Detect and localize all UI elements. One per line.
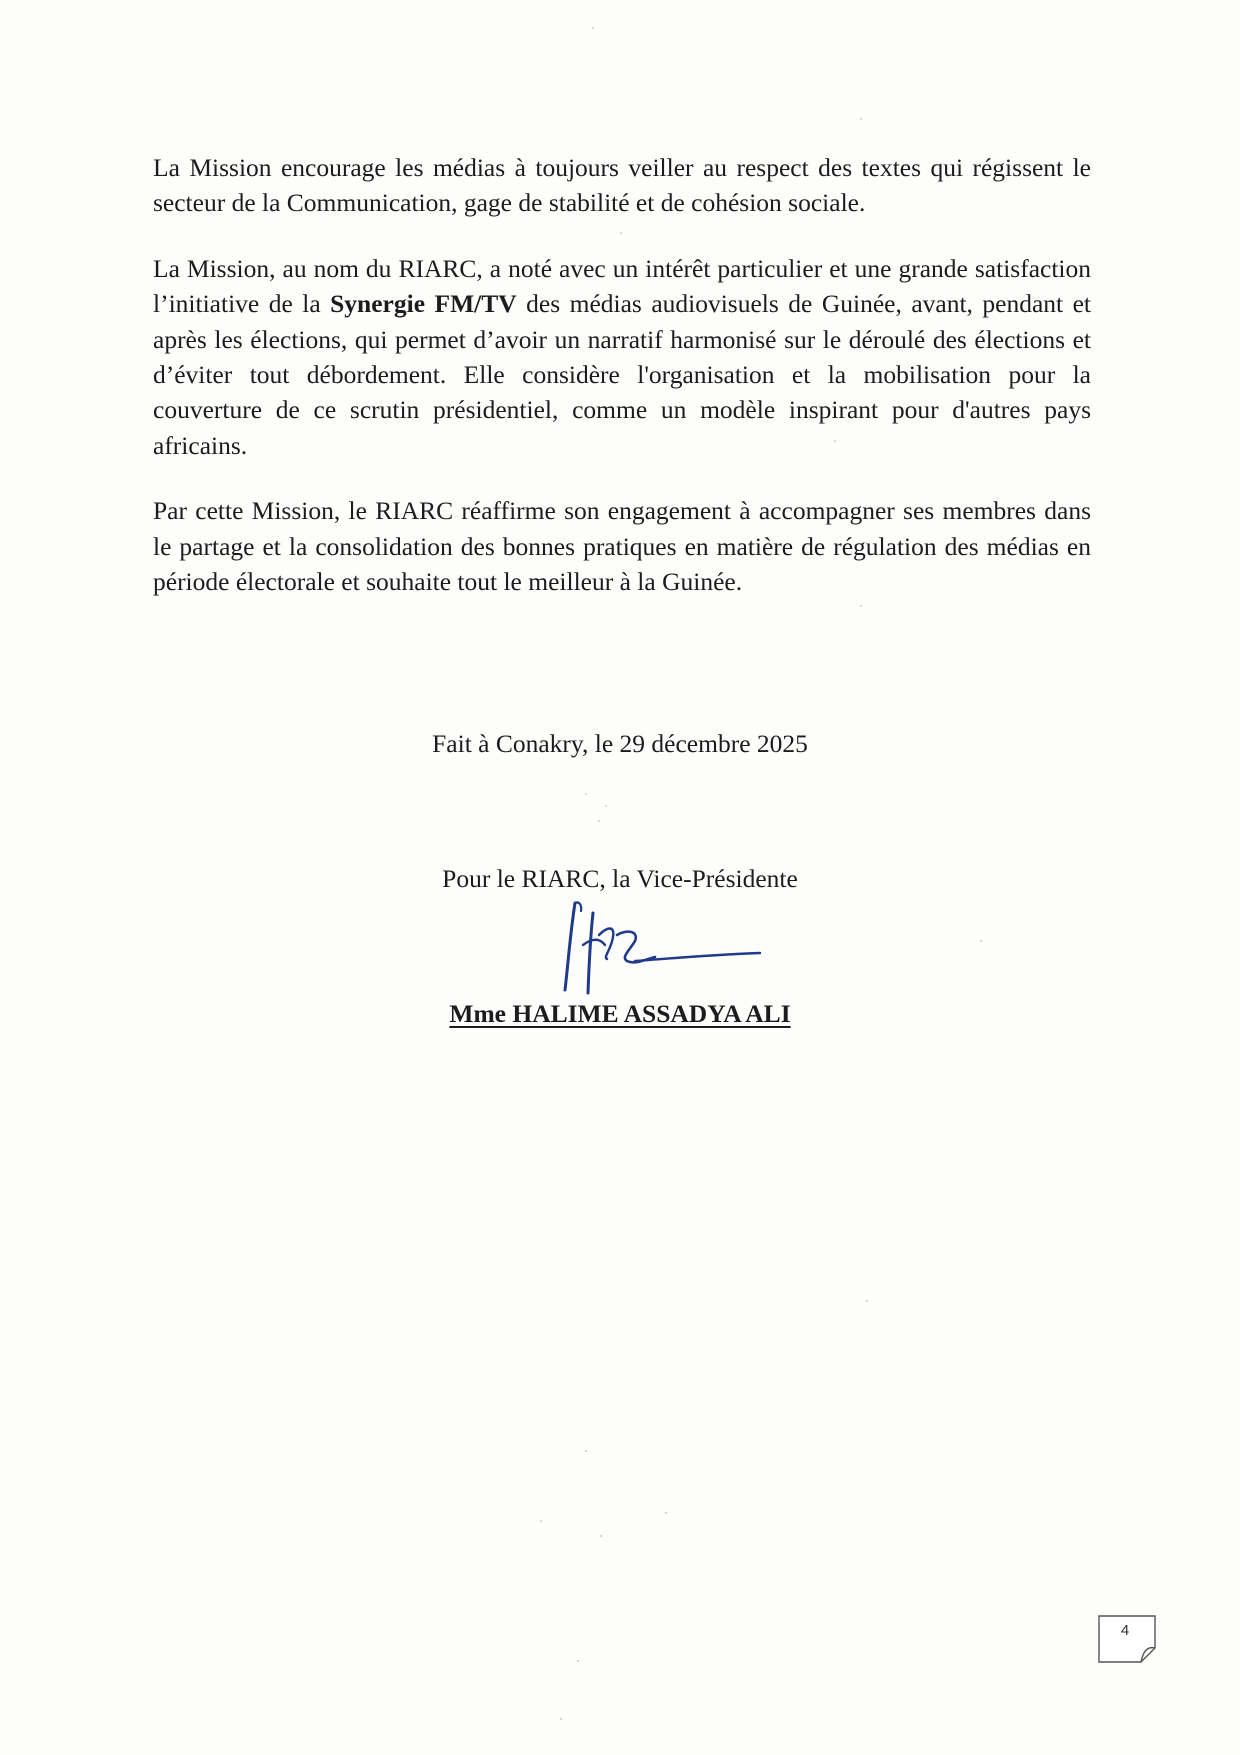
synergie-emphasis: Synergie FM/TV: [330, 289, 517, 319]
handwritten-signature: [555, 895, 765, 1005]
paragraph-synergie-initiative: La Mission, au nom du RIARC, a noté avec un intérêt particulier et une grande satisfaction l’initiative de la Synergie FM/TV des médias audiovisuels de Guinée, avant, pendant et après les élections, qui permet d’avoir un narratif harmonisé sur le déroulé des élections et d’éviter tout débordement. Elle considère l'organisation et la mobilisation pour la couverture de ce scrutin présidentiel, comme un modèle inspirant pour d'autres pays africains.: [153, 253, 1091, 460]
document-body: [153, 150, 1091, 629]
place-date-line: Fait à Conakry, le 29 décembre 2025: [432, 729, 808, 758]
signatory-name: Mme HALIME ASSADYA ALI: [449, 999, 791, 1028]
paragraph-media-compliance: La Mission encourage les médias à toujours veiller au respect des textes qui régissent le secteur de la Communication, gage de stabilité et de cohésion sociale.: [153, 153, 1091, 218]
signature-role-line: Pour le RIARC, la Vice-Présidente: [442, 864, 798, 893]
paragraph-riarc-commitment: Par cette Mission, le RIARC réaffirme son engagement à accompagner ses membres dans le partage et la consolidation des bonnes pratiques en matière de régulation des médias en période électorale et souhaite tout le meilleur à la Guinée.: [153, 496, 1091, 597]
page-number: 4: [1120, 1622, 1130, 1639]
